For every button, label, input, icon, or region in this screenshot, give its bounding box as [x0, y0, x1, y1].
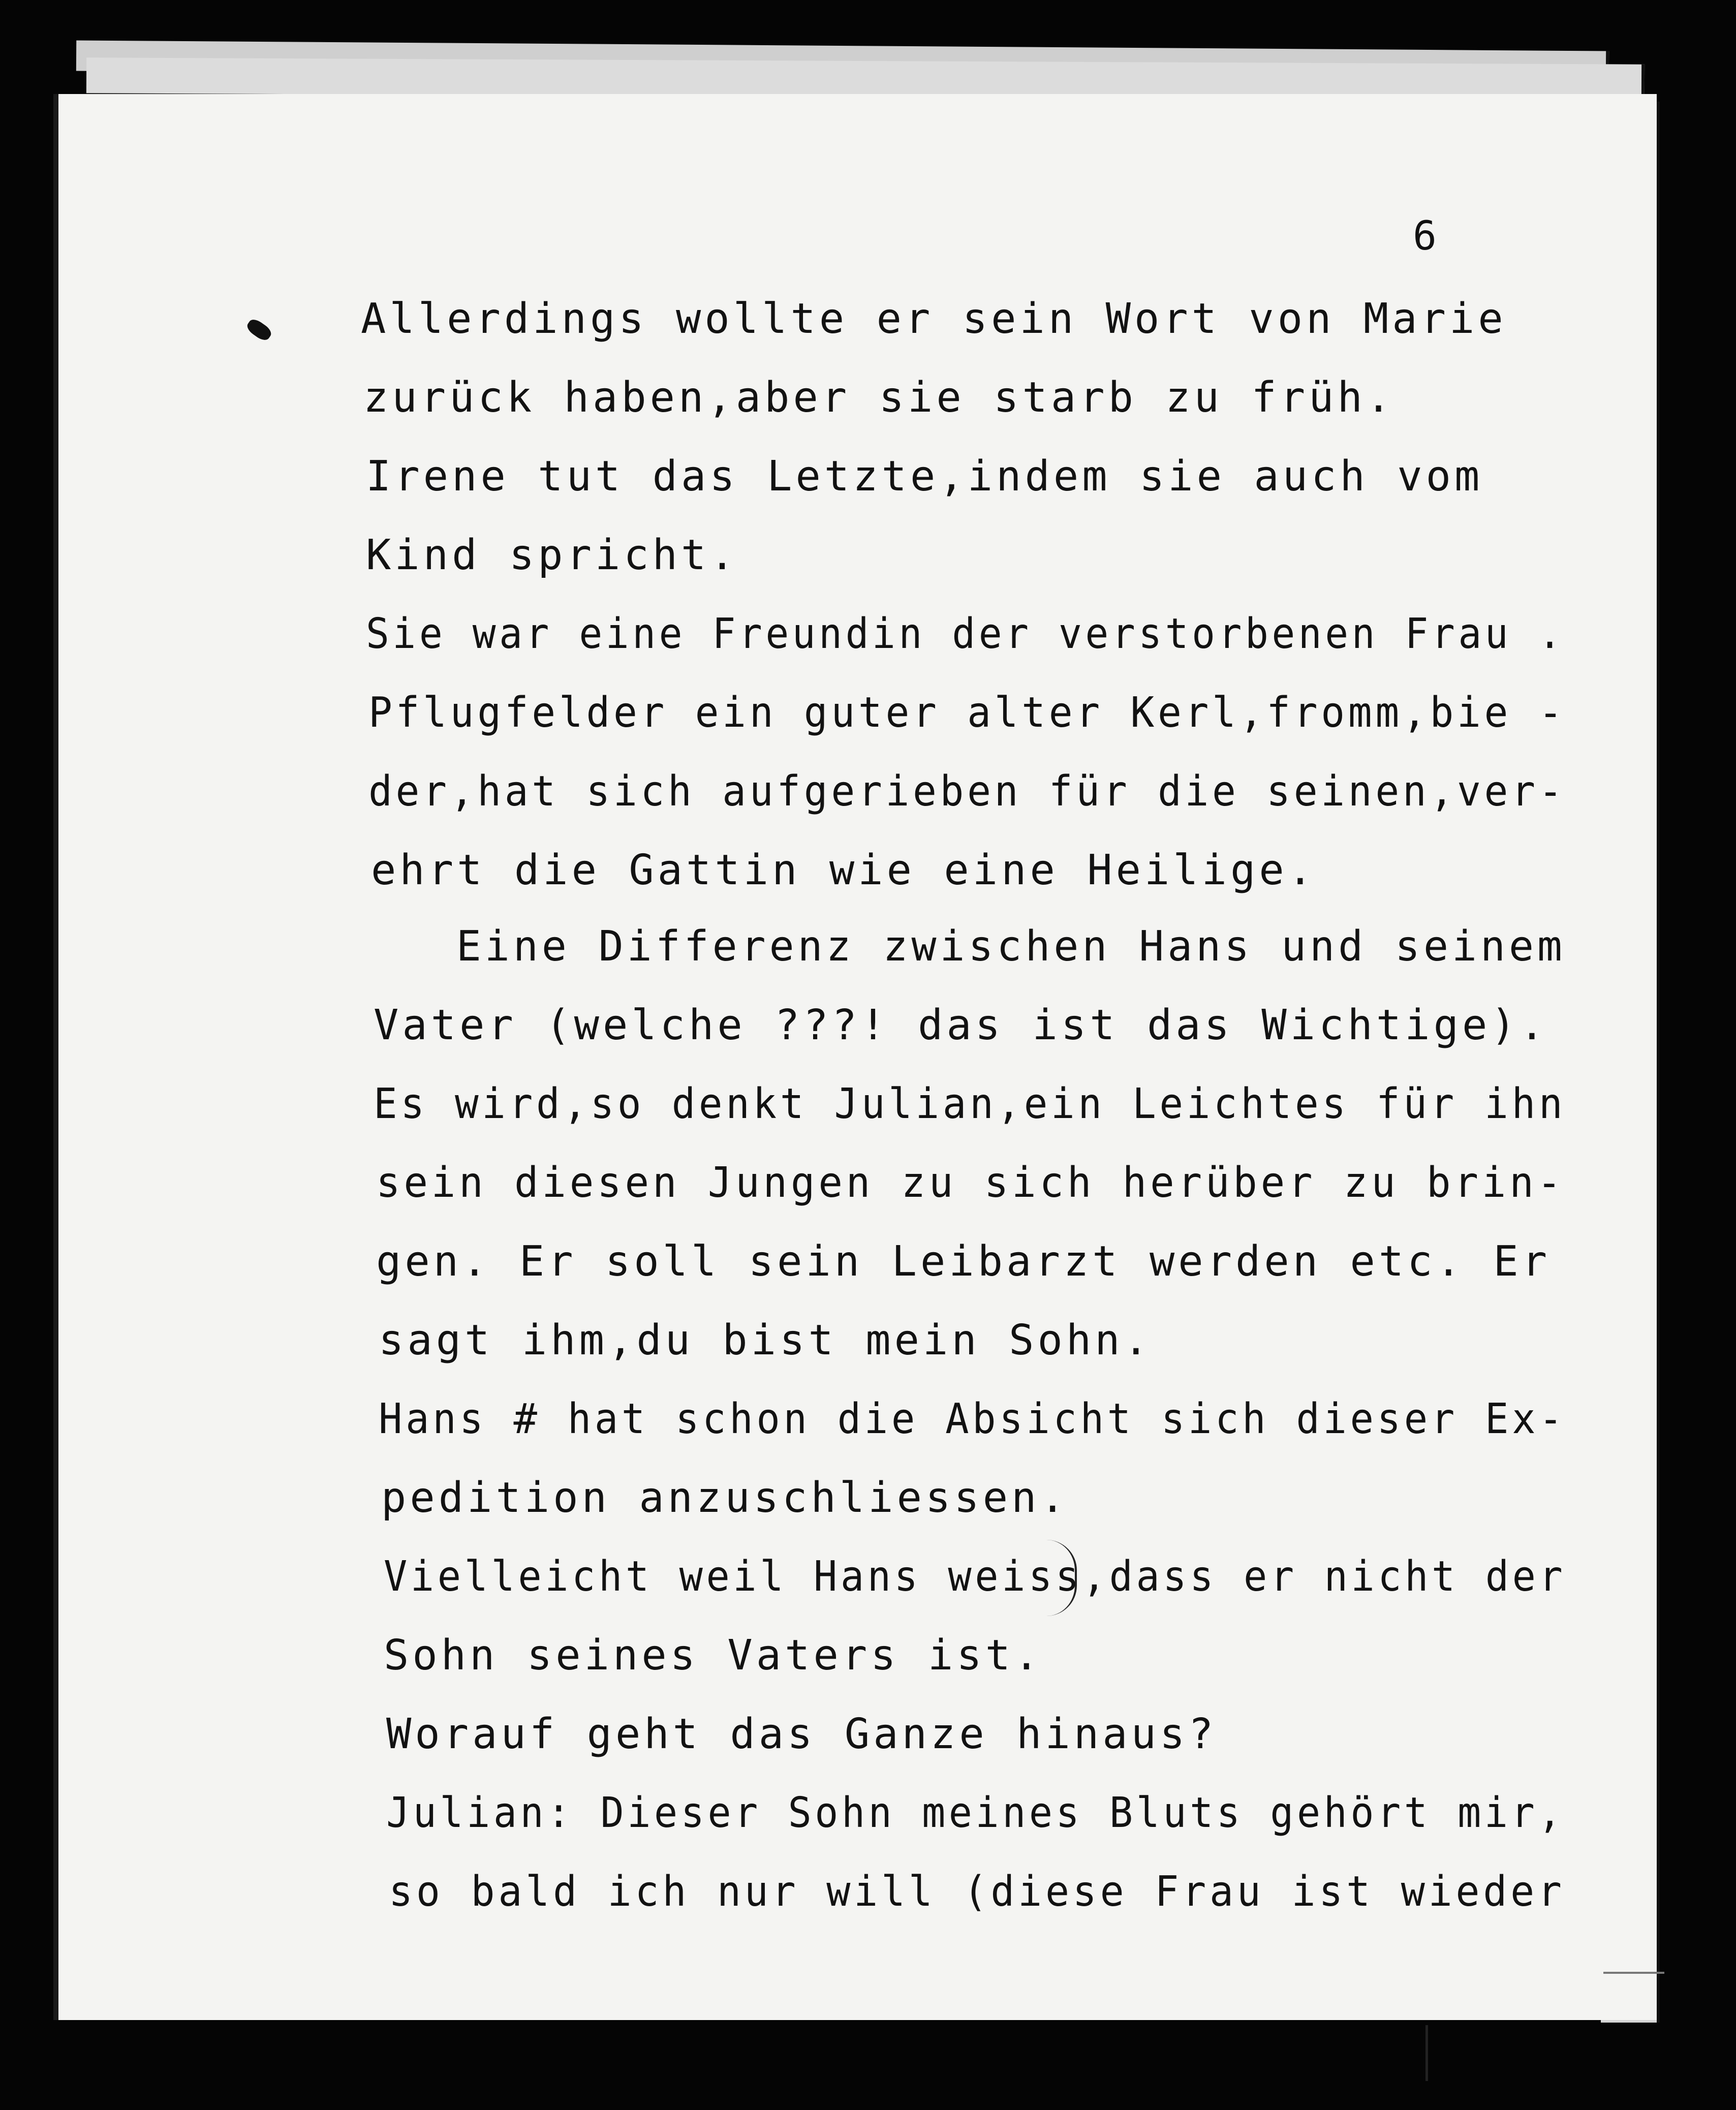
text-line: ehrt die Gattin wie eine Heilige. — [371, 846, 1317, 894]
page-number: 6 — [1413, 213, 1437, 259]
text-line: Julian: Dieser Sohn meines Bluts gehört mir, — [386, 1789, 1565, 1837]
text-line: Sohn seines Vaters ist. — [384, 1631, 1043, 1680]
text-line: pedition anzuschliessen. — [381, 1474, 1069, 1522]
text-line: Kind spricht. — [366, 531, 738, 579]
text-line: Sie war eine Freundin der verstorbenen Frau . — [366, 610, 1565, 658]
text-line: Vielleicht weil Hans weiss,dass er nicht der — [384, 1553, 1566, 1601]
margin-mark — [1425, 2025, 1428, 2081]
text-line: sagt ihm,du bist mein Sohn. — [379, 1316, 1152, 1364]
text-line: Vater (welche ???! das ist das Wichtige). — [374, 1001, 1548, 1049]
text-line: Es wird,so denkt Julian,ein Leichtes für ihn — [374, 1080, 1566, 1128]
ink-smudge — [244, 317, 273, 343]
text-line: Irene tut das Letzte,indem sie auch vom — [366, 452, 1483, 501]
text-line: sein diesen Jungen zu sich herüber zu brin- — [376, 1159, 1565, 1207]
text-line: zurück haben,aber sie starb zu früh. — [363, 374, 1395, 422]
text-line: Hans # hat schon die Absicht sich dieser Ex- — [379, 1395, 1566, 1443]
text-line: so bald ich nur will (diese Frau ist wieder — [389, 1868, 1565, 1916]
text-line: Eine Differenz zwischen Hans und seinem — [371, 922, 1566, 971]
text-line: der,hat sich aufgerieben für die seinen,ver- — [368, 767, 1566, 816]
text-line: Pflugfelder ein guter alter Kerl,fromm,bie - — [368, 689, 1566, 737]
text-line: Allerdings wollte er sein Wort von Marie — [361, 295, 1507, 343]
text-line: gen. Er soll sein Leibarzt werden etc. Er — [376, 1237, 1551, 1286]
text-line: Worauf geht das Ganze hinaus? — [386, 1710, 1217, 1758]
margin-scribble — [1603, 1967, 1664, 1974]
